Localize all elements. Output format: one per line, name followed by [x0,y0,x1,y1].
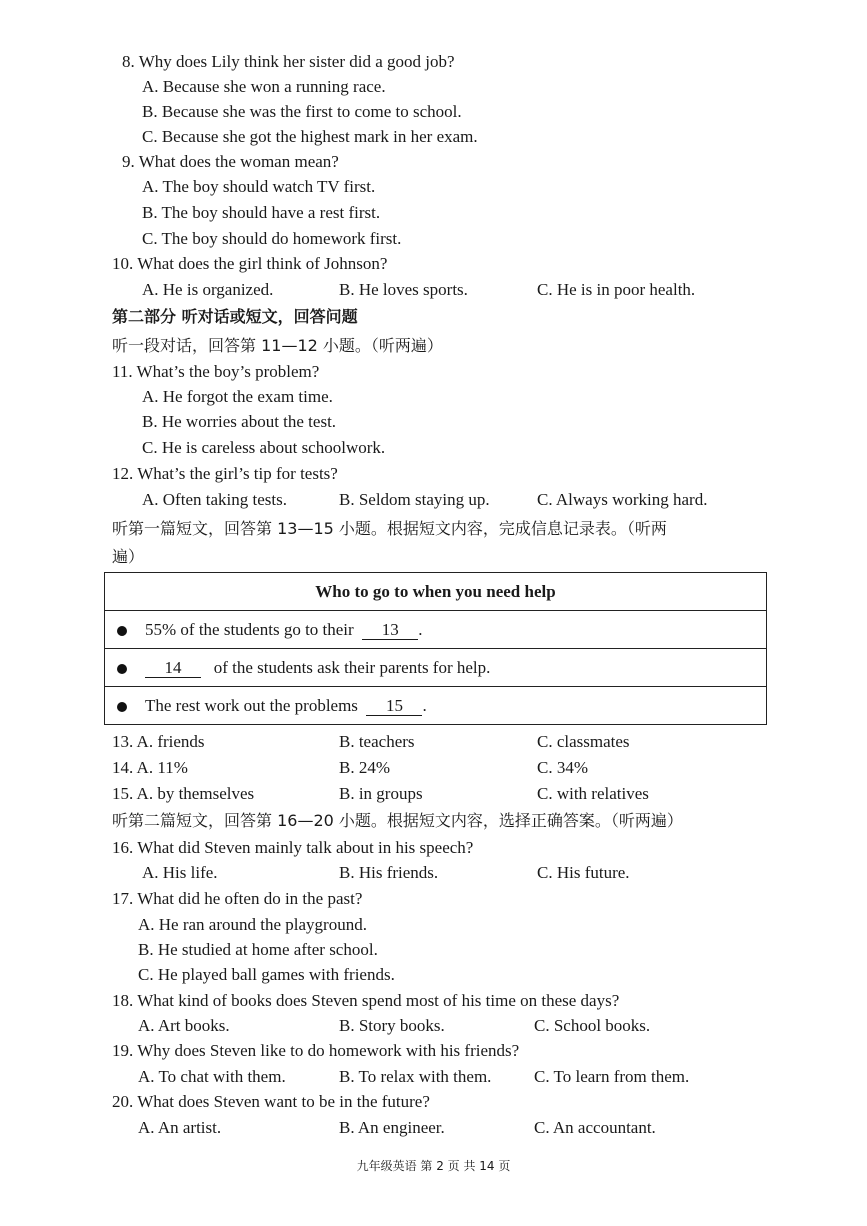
question-10-option-b: B. He loves sports. [339,280,468,299]
question-15-option-c: C. with relatives [537,784,649,803]
question-19-stem: 19. Why does Steven like to do homework with his friends? [112,1041,520,1060]
question-20-option-b: B. An engineer. [339,1118,445,1137]
question-8-option-b: B. Because she was the first to come to school. [142,102,462,121]
question-8-stem: 8. Why does Lily think her sister did a good job? [122,52,455,71]
question-8-option-a: A. Because she won a running race. [142,77,386,96]
table-title: Who to go to when you need help [105,573,767,611]
bullet-icon [117,702,127,712]
passage-1-instruction-line-2: 遍） [112,547,145,566]
question-15-option-a: 15. A. by themselves [112,784,255,803]
question-16-option-a: A. His life. [142,863,218,882]
question-14-option-a: 14. A. 11% [112,758,188,777]
question-20-option-a: A. An artist. [138,1118,222,1137]
bullet-icon [117,626,127,636]
question-10-stem: 10. What does the girl think of Johnson? [112,254,388,273]
info-record-table [104,572,767,725]
question-9-option-a: A. The boy should watch TV first. [142,177,376,196]
question-9-option-b: B. The boy should have a rest first. [142,203,381,222]
question-18-option-c: C. School books. [534,1016,651,1035]
dialogue-instruction: 听一段对话，回答第 11—12 小题。（听两遍） [112,336,443,355]
question-17-option-c: C. He played ball games with friends. [138,965,395,984]
passage-2-instruction: 听第二篇短文，回答第 16—20 小题。根据短文内容，选择正确答案。（听两遍） [112,811,683,830]
question-11-option-a: A. He forgot the exam time. [142,387,333,406]
table-row-2: 14 of the students ask their parents for help. [105,649,767,687]
question-18-stem: 18. What kind of books does Steven spend most of his time on these days? [112,991,620,1010]
question-17-stem: 17. What did he often do in the past? [112,889,363,908]
question-14-option-b: B. 24% [339,758,390,777]
question-13-option-a: 13. A. friends [112,732,205,751]
question-12-option-a: A. Often taking tests. [142,490,287,509]
question-16-option-c: C. His future. [537,863,630,882]
question-12-stem: 12. What’s the girl’s tip for tests? [112,464,338,483]
question-17-option-a: A. He ran around the playground. [138,915,367,934]
question-20-option-c: C. An accountant. [534,1118,656,1137]
bullet-icon [117,664,127,674]
question-13-option-c: C. classmates [537,732,630,751]
question-8-option-c: C. Because she got the highest mark in her exam. [142,127,478,146]
question-14-option-c: C. 34% [537,758,588,777]
question-10-option-a: A. He is organized. [142,280,274,299]
question-9-stem: 9. What does the woman mean? [122,152,339,171]
question-11-option-b: B. He worries about the test. [142,412,337,431]
question-10-option-c: C. He is in poor health. [537,280,696,299]
blank-15: 15 [366,697,422,716]
question-11-option-c: C. He is careless about schoolwork. [142,438,386,457]
question-17-option-b: B. He studied at home after school. [138,940,378,959]
question-19-option-b: B. To relax with them. [339,1067,492,1086]
question-12-option-b: B. Seldom staying up. [339,490,490,509]
blank-13: 13 [362,621,418,640]
part-2-title: 第二部分 听对话或短文，回答问题 [112,307,358,326]
question-16-stem: 16. What did Steven mainly talk about in his speech? [112,838,474,857]
question-9-option-c: C. The boy should do homework first. [142,229,402,248]
table-row-1: 55% of the students go to their 13 . [105,611,767,649]
blank-14: 14 [145,659,201,678]
question-18-option-a: A. Art books. [138,1016,230,1035]
passage-1-instruction-line-1: 听第一篇短文，回答第 13—15 小题。根据短文内容，完成信息记录表。（听两 [112,519,667,538]
page-footer: 九年级英语 第 2 页 共 14 页 [356,1159,511,1173]
question-16-option-b: B. His friends. [339,863,439,882]
question-19-option-c: C. To learn from them. [534,1067,690,1086]
question-15-option-b: B. in groups [339,784,423,803]
question-20-stem: 20. What does Steven want to be in the future? [112,1092,430,1111]
question-12-option-c: C. Always working hard. [537,490,708,509]
question-18-option-b: B. Story books. [339,1016,445,1035]
question-11-stem: 11. What’s the boy’s problem? [112,362,320,381]
table-row-3: The rest work out the problems 15 . [105,687,767,725]
question-19-option-a: A. To chat with them. [138,1067,286,1086]
question-13-option-b: B. teachers [339,732,415,751]
